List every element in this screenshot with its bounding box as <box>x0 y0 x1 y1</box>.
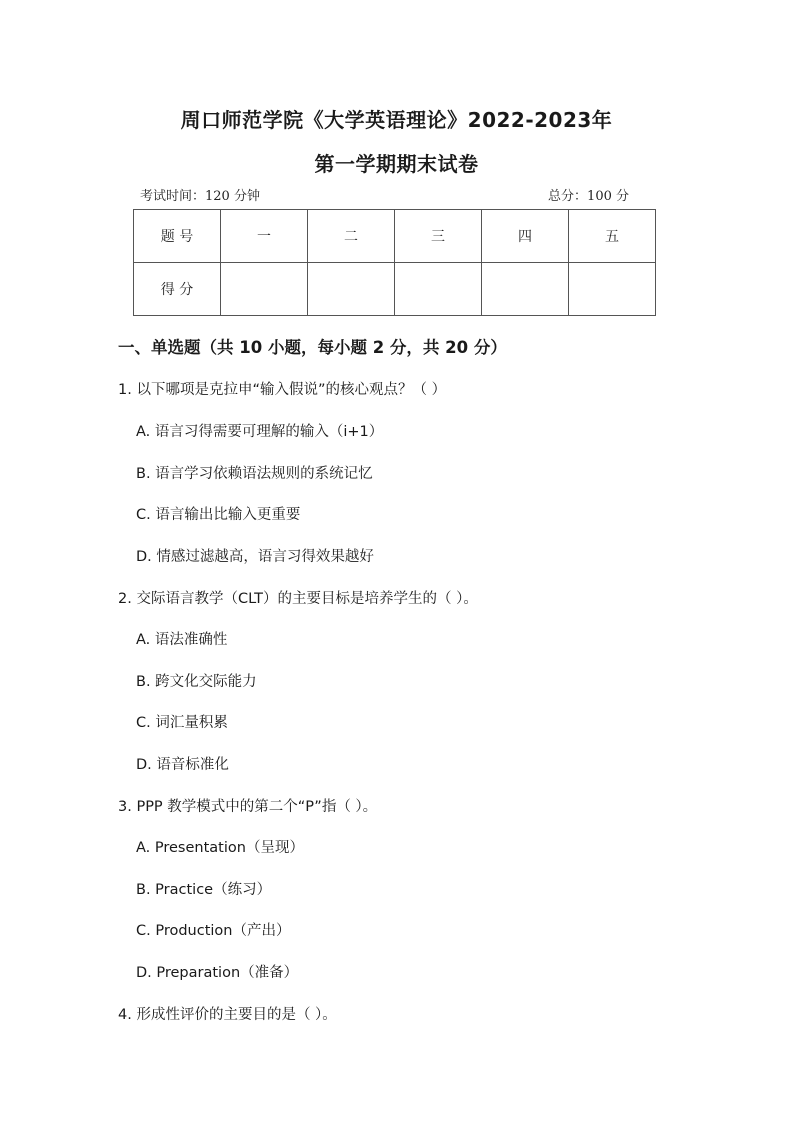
question-option: D. 情感过滤越高，语言习得效果越好 <box>136 549 374 565</box>
score-table-col-3: 三 <box>395 210 482 263</box>
score-table-row-score <box>134 263 656 316</box>
question-option: C. Production（产出） <box>136 923 291 939</box>
exam-title-line2: 第一学期期末试卷 <box>314 152 479 176</box>
score-table <box>133 209 656 316</box>
score-cell-4 <box>482 263 569 316</box>
score-table-col-1: 一 <box>221 210 308 263</box>
question-option: A. 语言习得需要可理解的输入（i+1） <box>136 424 384 440</box>
question-option: C. 词汇量积累 <box>136 715 228 731</box>
question-option: D. Preparation（准备） <box>136 965 299 981</box>
question-stem: 2. 交际语言教学（CLT）的主要目标是培养学生的（ ）。 <box>118 591 478 607</box>
total-score: 总分：100 分 <box>548 189 629 204</box>
score-table-col-2: 二 <box>308 210 395 263</box>
score-table-row-number <box>134 210 656 263</box>
question-option: B. 跨文化交际能力 <box>136 674 257 690</box>
exam-time: 考试时间：120 分钟 <box>140 189 260 204</box>
question-stem: 4. 形成性评价的主要目的是（ ）。 <box>118 1007 337 1023</box>
score-table-col-5: 五 <box>569 210 656 263</box>
section-heading: 一、单选题（共 10 小题，每小题 2 分，共 20 分） <box>118 338 507 357</box>
question-option: B. 语言学习依赖语法规则的系统记忆 <box>136 466 373 482</box>
score-table-col-4: 四 <box>482 210 569 263</box>
question-option: B. Practice（练习） <box>136 882 272 898</box>
question-stem: 3. PPP 教学模式中的第二个“P”指（ ）。 <box>118 799 378 815</box>
question-option: A. Presentation（呈现） <box>136 840 304 856</box>
question-option: D. 语音标准化 <box>136 757 229 773</box>
score-cell-3 <box>395 263 482 316</box>
question-option: A. 语法准确性 <box>136 632 228 648</box>
score-cell-5 <box>569 263 656 316</box>
score-cell-2 <box>308 263 395 316</box>
question-stem: 1. 以下哪项是克拉申“输入假说”的核心观点？（ ） <box>118 382 447 398</box>
question-option: C. 语言输出比输入更重要 <box>136 507 301 523</box>
score-cell-1 <box>221 263 308 316</box>
score-table-number-label: 题 号 <box>134 210 221 263</box>
exam-title-line1: 周口师范学院《大学英语理论》2022-2023年 <box>180 108 613 132</box>
score-table-score-label: 得 分 <box>134 263 221 316</box>
